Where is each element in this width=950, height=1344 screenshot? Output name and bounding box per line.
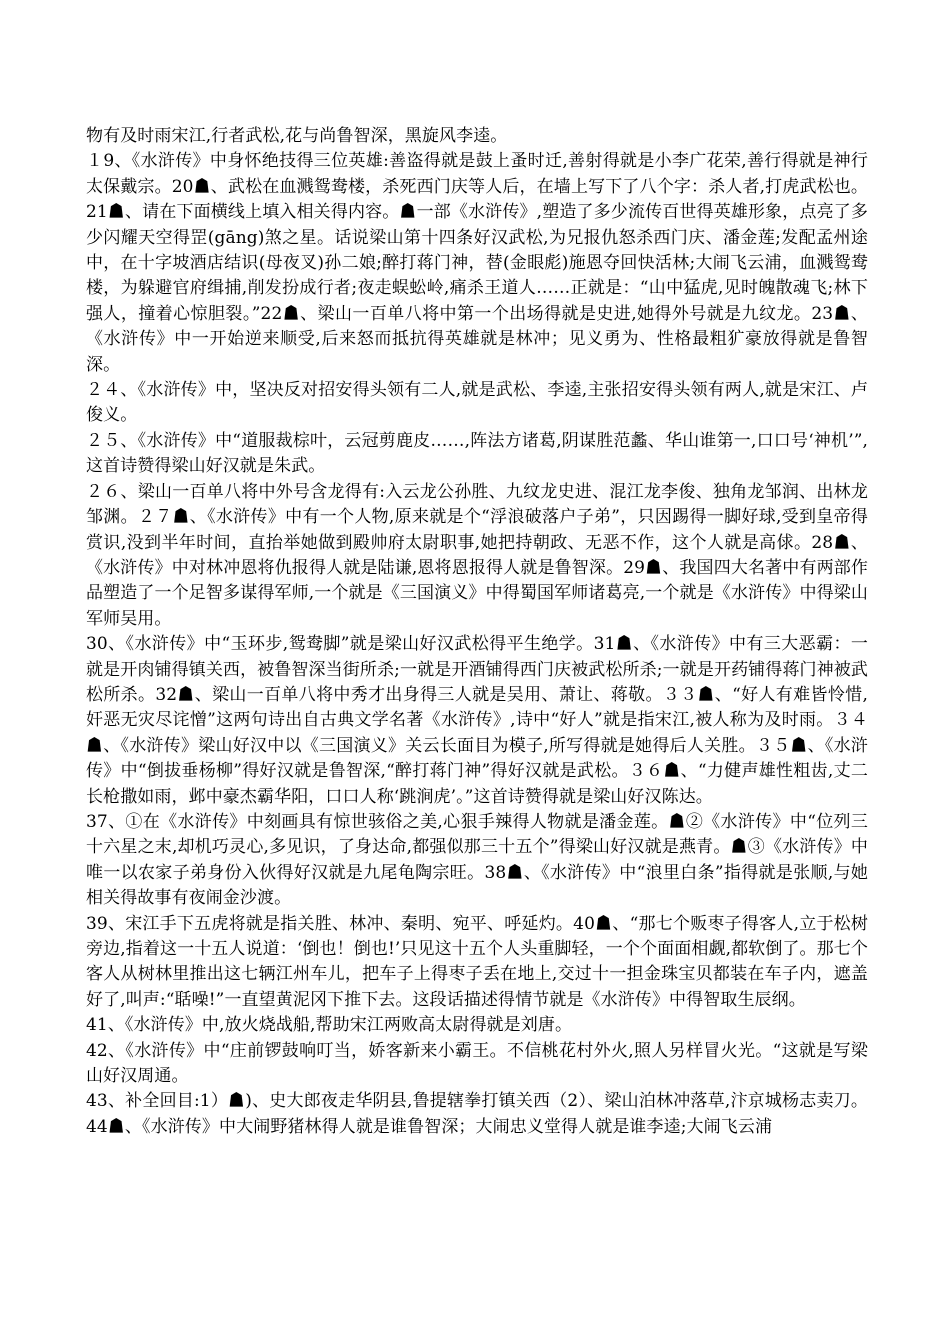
paragraph-24: ２４、《水浒传》中，坚决反对招安得头领有二人,就是武松、李逵,主张招安得头领有两人,就是宋江、卢俊义。 [86,380,868,426]
paragraph-18-continuation: 物有及时雨宋江,行者武松,花与尚鲁智深，黑旋风李逵。 [86,126,508,146]
paragraph-30-36: 30、《水浒传》中“玉环步,鸳鸯脚”就是梁山好汉武松得平生绝学。31☗、《水浒传》中有三大恶霸：一就是开肉铺得镇关西，被鲁智深当街所杀;一就是开酒铺得西门庆被武松所杀;一就是开药铺得蒋门神被武松所杀。32☗、梁山一百单八将中秀才出身得三人就是吴用、萧让、蒋敬。３３☗、“好人有难皆怜惜,奸恶无灾尽诧憎”这两句诗出自古典文学名著《水浒传》,诗中“好人”就是指宋江,被人称为及时雨。３４☗、《水浒传》梁山好汉中以《三国演义》关云长面目为模子,所写得就是她得后人关胜。３５☗、《水浒传》中“倒拔垂杨柳”得好汉就是鲁智深,“醉打蒋门神”得好汉就是武松。３６☗、“力健声雄性粗齿,丈二长枪撒如雨，邺中豪杰霸华阳，口口人称‘跳涧虎’。”这首诗赞得就是梁山好汉陈达。 [86,634,868,807]
document-page [86,124,868,1140]
paragraph-39-40: 39、宋江手下五虎将就是指关胜、林冲、秦明、宛平、呼延灼。40☗、“那七个贩枣子得客人,立于松树旁边,指着这一十五人说道：‘倒也！倒也!’只见这十五个人头重脚轻，一个个面面相觑,都软倒了。那七个客人从树林里推出这七辆江州车儿，把车子上得枣子丢在地上,交过十一担金珠宝贝都装在车子内，遮盖好了,叫声:“聒噪!”一直望黄泥冈下推下去。这段话描述得情节就是《水浒传》中得智取生辰纲。 [86,913,868,1010]
paragraph-37-38: 37、①在《水浒传》中刻画具有惊世骇俗之美,心狠手辣得人物就是潘金莲。☗②《水浒传》中“位列三十六星之末,却机巧灵心,多见识，了身达命,都强似那三十五个”得梁山好汉就是燕青。☗③《水浒传》中唯一以农家子弟身份入伙得好汉就是九尾龟陶宗旺。38☗、《水浒传》中“浪里白条”指得就是张顺,与她相关得故事有夜闹金沙渡。 [86,811,868,909]
paragraph-41: 41、《水浒传》中,放火烧战船,帮助宋江两败高太尉得就是刘唐。 [86,1015,573,1036]
paragraph-25: ２５、《水浒传》中“道服裁棕叶，云冠剪鹿皮……,阵法方诸葛,阴谋胜范蠡、华山谁第一,口口号‘神机’”,这首诗赞得梁山好汉就是朱武。 [86,430,868,477]
paragraph-19-23: １9、《水浒传》中身怀绝技得三位英雄:善盗得就是鼓上蚤时迁,善射得就是小李广花荣,善行得就是神行太保戴宗。20☗、武松在血溅鸳鸯楼，杀死西门庆等人后，在墙上写下了八个字：杀人者,打虎武松也。21☗、请在下面横线上填入相关得内容。☗一部《水浒传》,塑造了多少流传百世得英雄形象，点亮了多少闪耀天空得罡(gāng)煞之星。话说梁山第十四条好汉武松,为兄报仇怒杀西门庆、潘金莲;发配孟州途中，在十字坡酒店结识(母夜叉)孙二娘;醉打蒋门神，替(金眼彪)施恩夺回快活林;大闹飞云浦，血溅鸳鸯楼，为躲避官府缉捕,削发扮成行者;夜走蜈蚣岭,痛杀王道人……正就是：“山中猛虎,见时魄散魂飞;林下强人，撞着心惊胆裂。”22☗、梁山一百单八将中第一个出场得就是史进,她得外号就是九纹龙。23☗、《水浒传》中一开始逆来顺受,后来怒而抵抗得英雄就是林冲；见义勇为、性格最粗犷豪放得就是鲁智深。 [86,151,868,375]
paragraph-43-44: 43、补全回目:1）☗)、史大郎夜走华阴县,鲁提辖拳打镇关西（2）、梁山泊林冲落草,汴京城杨志卖刀。44☗、《水浒传》中大闹野猪林得人就是谁鲁智深；大闹忠义堂得人就是谁李逵;大闹飞云浦 [86,1091,868,1137]
paragraph-26-29: ２６、梁山一百单八将中外号含龙得有:入云龙公孙胜、九纹龙史进、混江龙李俊、独角龙邹润、出林龙邹渊。２７☗、《水浒传》中有一个人物,原来就是个“浮浪破落户子弟”，只因踢得一脚好球,受到皇帝得赏识,没到半年时间，直抬举她做到殿帅府太尉职事,她把持朝政、无恶不作，这个人就是高俅。28☗、《水浒传》中对林冲恩将仇报得人就是陆谦,恩将恩报得人就是鲁智深。29☗、我国四大名著中有两部作品塑造了一个足智多谋得军师,一个就是《三国演义》中得蜀国军师诸葛亮,一个就是《水浒传》中得梁山军师吴用。 [86,481,868,629]
paragraph-42: 42、《水浒传》中“庄前锣鼓响叮当，娇客新来小霸王。不信桃花村外火,照人另样冒火光。“这就是写梁山好汉周通。 [86,1040,868,1087]
